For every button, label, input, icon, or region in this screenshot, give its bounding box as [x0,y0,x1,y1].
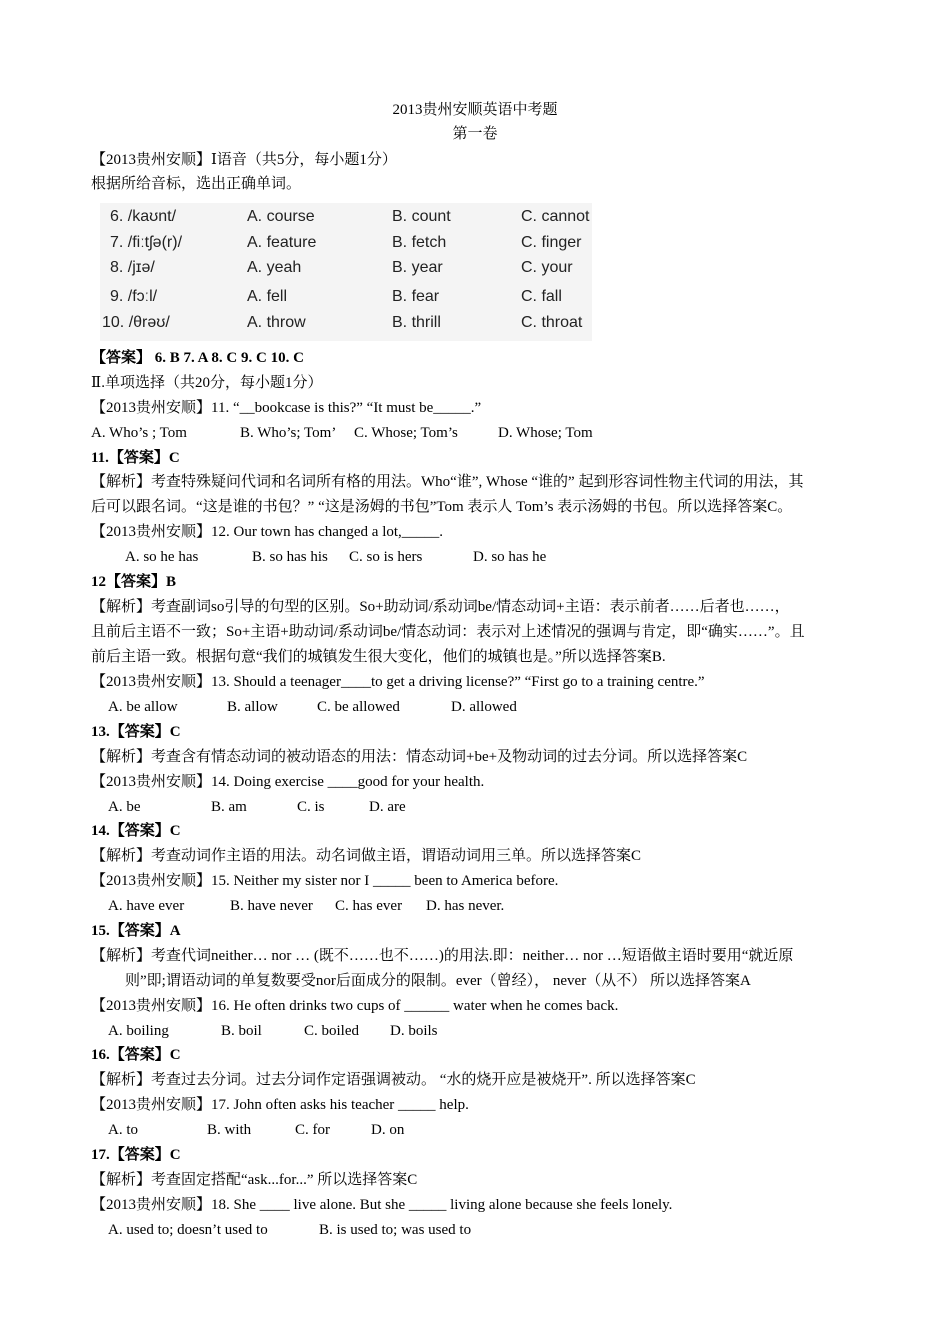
phonetic-8-c: C. your [521,259,573,276]
option-a: A. boiling [108,1023,169,1039]
question-16-options [108,1021,808,1041]
question-12-answer: 12【答案】B [91,574,177,590]
question-14-answer: 14.【答案】C [91,823,181,839]
question-16-stem: 【2013贵州安顺】16. He often drinks two cups of ______ water when he comes back. [91,998,619,1014]
question-17-explanation-1: 【解析】考查固定搭配“ask...for...” 所以选择答案C [91,1172,418,1188]
question-18-stem: 【2013贵州安顺】18. She ____ live alone. But she _____ living alone because she feels lonely. [91,1197,673,1213]
phonetic-9: 9. /fɔːl/ [110,288,158,305]
phonetic-8: 8. /jɪə/ [110,259,155,276]
option-b: B. boil [221,1023,262,1039]
question-11-explanation-2: 后可以跟名词。“这是谁的书包？” “这是汤姆的书包”Tom 表示人 Tom’s 表示汤姆的书包。所以选择答案C。 [91,499,793,515]
question-12-explanation-1: 【解析】考查副词so引导的句型的区别。So+助动词/系动词be/情态动词+主语：表示前者……后者也……， [91,599,790,615]
phonetic-10-c: C. throat [521,314,583,331]
question-15-stem: 【2013贵州安顺】15. Neither my sister nor I _____ been to America before. [91,873,559,889]
option-b: B. have never [230,898,313,914]
option-a: A. have ever [108,898,185,914]
option-b: B. so has his [252,549,328,565]
question-16-answer: 16.【答案】C [91,1047,181,1063]
option-c: C. is [297,799,325,815]
question-12-stem: 【2013贵州安顺】12. Our town has changed a lot,_____. [91,524,444,540]
document-title: 2013贵州安顺英语中考题 [392,102,558,118]
question-11-options [91,423,891,443]
phonetics-table-image [100,203,592,341]
question-17-stem: 【2013贵州安顺】17. John often asks his teacher _____ help. [91,1097,469,1113]
option-c: C. boiled [304,1023,359,1039]
phonetic-6-c: C. cannot [521,208,590,225]
answers-section1: 【答案】 6. B 7. A 8. C 9. C 10. C [91,350,304,366]
phonetic-10: 10. /θrəʊ/ [102,314,170,331]
option-b: B. Who’s; Tom’ [240,425,337,441]
option-a: A. be allow [108,699,178,715]
option-d: D. boils [390,1023,438,1039]
question-15-explanation-2: 则”即;谓语动词的单复数要受nor后面成分的限制。ever（曾经）， never（从不） 所以选择答案A [125,973,751,989]
question-12-options [125,547,825,567]
option-a: A. used to; doesn’t used to [108,1222,268,1238]
section2-header: Ⅱ.单项选择（共20分，每小题1分） [91,375,323,391]
option-c: C. so is hers [349,549,423,565]
phonetic-7-b: B. fetch [392,234,447,251]
option-d: D. Whose; Tom [498,425,593,441]
section1-header: 【2013贵州安顺】Ⅰ语音（共5分，每小题1分） [91,152,397,168]
question-13-answer: 13.【答案】C [91,724,181,740]
question-14-options [108,797,808,817]
question-11-stem: 【2013贵州安顺】11. “__bookcase is this?” “It must be_____.” [91,400,482,416]
question-15-options [108,896,808,916]
option-a: A. to [108,1122,138,1138]
question-18-options [108,1220,808,1240]
option-d: D. are [369,799,406,815]
option-c: C. be allowed [317,699,400,715]
option-b: B. am [211,799,247,815]
option-a: A. Who’s ; Tom [91,425,187,441]
question-12-explanation-3: 前后主语一致。根据句意“我们的城镇发生很大变化，他们的城镇也是。”所以选择答案B. [91,649,666,665]
phonetic-6: 6. /kaʊnt/ [110,208,177,225]
option-d: D. so has he [473,549,547,565]
phonetic-6-b: B. count [392,208,451,225]
option-a: A. so he has [125,549,199,565]
question-13-options [108,697,808,717]
question-11-explanation-1: 【解析】考查特殊疑问代词和名词所有格的用法。Who“谁”, Whose “谁的” 起到形容词性物主代词的用法，其 [91,474,804,490]
phonetic-8-a: A. yeah [247,259,302,276]
question-12-explanation-2: 且前后主语不一致；So+主语+助动词/系动词be/情态动词：表示对上述情况的强调与肯定，即“确实……”。且 [91,624,805,640]
phonetic-7-c: C. finger [521,234,582,251]
question-15-answer: 15.【答案】A [91,923,181,939]
question-17-answer: 17.【答案】C [91,1147,181,1163]
question-14-stem: 【2013贵州安顺】14. Doing exercise ____good for your health. [91,774,485,790]
option-c: C. Whose; Tom’s [354,425,458,441]
phonetic-9-a: A. fell [247,288,288,305]
option-d: D. has never. [426,898,505,914]
phonetic-8-b: B. year [392,259,443,276]
question-14-explanation-1: 【解析】考查动词作主语的用法。动名词做主语，谓语动词用三单。所以选择答案C [91,848,642,864]
option-a: A. be [108,799,141,815]
option-b: B. allow [227,699,278,715]
phonetic-10-a: A. throw [247,314,306,331]
option-c: C. for [295,1122,330,1138]
phonetic-9-b: B. fear [392,288,440,305]
phonetic-10-b: B. thrill [392,314,441,331]
question-16-explanation-1: 【解析】考查过去分词。过去分词作定语强调被动。 “水的烧开应是被烧开”. 所以选择答案C [91,1072,696,1088]
section1-instruction: 根据所给音标，选出正确单词。 [91,176,302,192]
option-d: D. on [371,1122,405,1138]
phonetic-9-c: C. fall [521,288,562,305]
question-15-explanation-1: 【解析】考查代词neither… nor … (既不……也不……)的用法.即：neither… nor …短语做主语时要用“就近原 [91,948,794,964]
option-d: D. allowed [451,699,517,715]
option-b: B. is used to; was used to [319,1222,472,1238]
phonetic-7-a: A. feature [247,234,317,251]
question-13-explanation-1: 【解析】考查含有情态动词的被动语态的用法：情态动词+be+及物动词的过去分词。所以选择答案C [91,749,748,765]
phonetic-7: 7. /fiːtʃə(r)/ [110,234,183,251]
option-c: C. has ever [335,898,403,914]
question-17-options [108,1120,808,1140]
question-11-answer: 11.【答案】C [91,450,180,466]
document-subtitle: 第一卷 [452,126,498,142]
option-b: B. with [207,1122,252,1138]
phonetic-6-a: A. course [247,208,315,225]
question-13-stem: 【2013贵州安顺】13. Should a teenager____to get a driving license?” “First go to a training centre.” [91,674,705,690]
